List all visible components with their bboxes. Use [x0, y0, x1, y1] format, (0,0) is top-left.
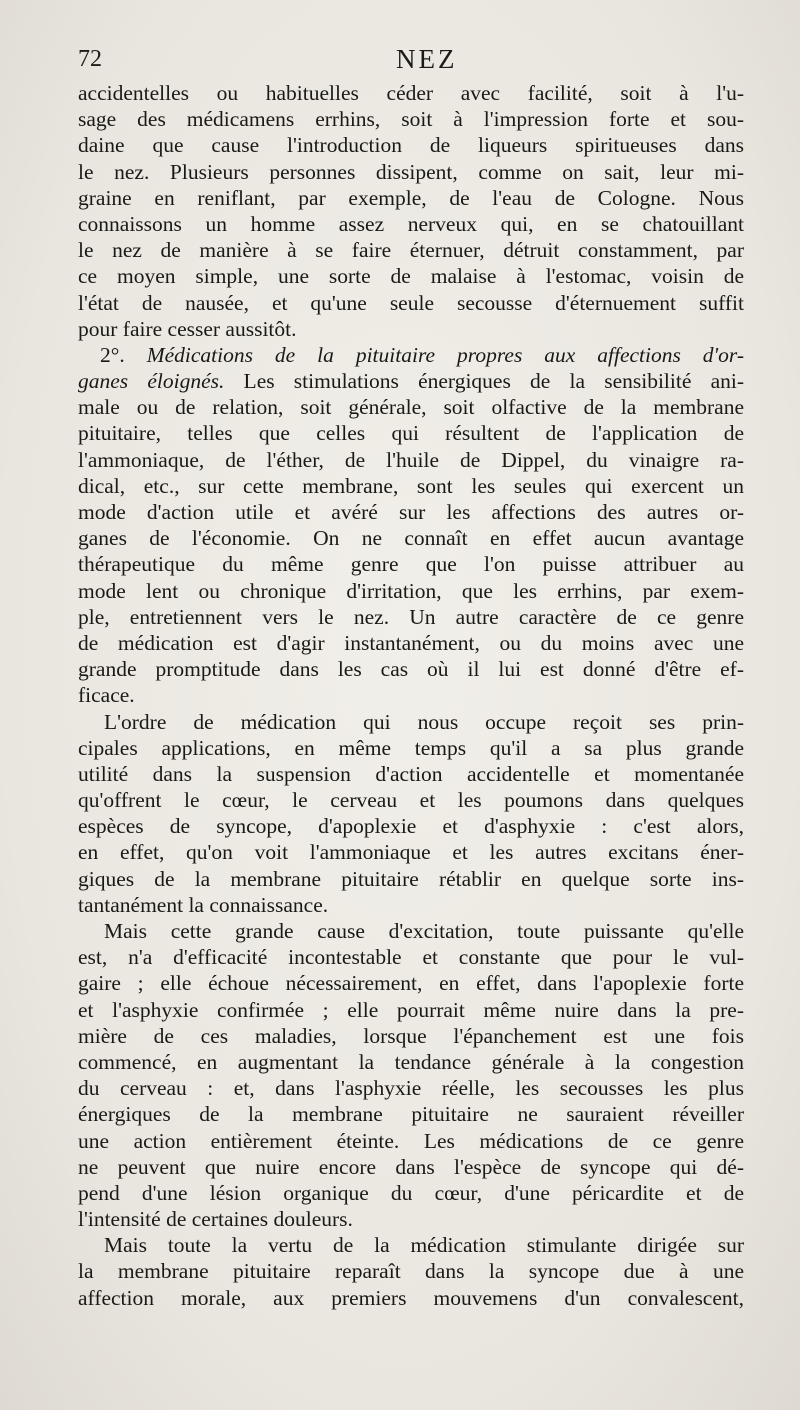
section-number: 2°. [100, 342, 125, 367]
text-line: pend d'une lésion organique du cœur, d'une péricardite et de [78, 1180, 744, 1205]
text-line: male ou de relation, soit générale, soit olfactive de la membrane [78, 395, 744, 420]
text-line: le nez. Plusieurs personnes dissipent, comme on sait, leur mi- [78, 159, 744, 184]
text-line: cipales applications, en même temps qu'il a sa plus grande [78, 735, 744, 760]
paragraph [78, 1232, 744, 1311]
text-line: l'ammoniaque, de l'éther, de l'huile de Dippel, du vinaigre ra- [78, 447, 744, 472]
text-line: mode lent ou chronique d'irritation, que les errhins, par exem- [78, 578, 744, 603]
text-line: affection morale, aux premiers mouvemens d'un convalescent, [78, 1285, 744, 1310]
text-line: mière de ces maladies, lorsque l'épanchement est une fois [78, 1023, 744, 1048]
text-line: de médication est d'agir instantanément, ou du moins avec une [78, 630, 744, 655]
text-line: daine que cause l'introduction de liqueurs spiritueuses dans [78, 133, 744, 158]
text-line: Mais toute la vertu de la médication stimulante dirigée sur [104, 1233, 744, 1258]
text-line: qu'offrent le cœur, le cerveau et les poumons dans quelques [78, 788, 744, 813]
text-line: ganes de l'économie. On ne connaît en effet aucun avantage [78, 526, 744, 551]
body-text [78, 80, 744, 1311]
text-run: Les stimulations énergiques de la sensibilité ani- [224, 369, 744, 394]
text-line: giques de la membrane pituitaire rétablir en quelque sorte ins- [78, 866, 744, 891]
text-line: ple, entretiennent vers le nez. Un autre caractère de ce genre [78, 604, 744, 629]
text-line: mode d'action utile et avéré sur les affections des autres or- [78, 500, 744, 524]
text-line: graine en reniflant, par exemple, de l'eau de Cologne. Nous [78, 185, 744, 210]
text-line: ficace. [78, 683, 135, 708]
page-number: 72 [78, 46, 102, 72]
text-line: ne peuvent que nuire encore dans l'espèce de syncope qui dé- [78, 1154, 744, 1179]
text-line: l'intensité de certaines douleurs. [78, 1207, 353, 1232]
text-line: et l'asphyxie confirmée ; elle pourrait même nuire dans la pre- [78, 997, 744, 1022]
text-line: commencé, en augmentant la tendance générale à la congestion [78, 1049, 744, 1074]
text-line: en effet, qu'on voit l'ammoniaque et les autres excitans éner- [78, 840, 744, 865]
text-line: ce moyen simple, une sorte de malaise à l'estomac, voisin de [78, 264, 744, 289]
text-line: grande promptitude dans les cas où il lui est donné d'être ef- [78, 657, 744, 682]
text-line: énergiques de la membrane pituitaire ne sauraient réveiller [78, 1102, 744, 1127]
running-head: NEZ [396, 44, 458, 74]
section-title: Médications de la pituitaire propres aux affections d'or- [146, 342, 744, 367]
text-line: pituitaire, telles que celles qui résultent de l'application de [78, 421, 744, 446]
paragraph [78, 80, 744, 342]
text-line: connaissons un homme assez nerveux qui, en se chatouillant [78, 211, 744, 236]
text-line: l'état de nausée, et qu'une seule secousse d'éternuement suffit [78, 290, 744, 315]
text-line: pour faire cesser aussitôt. [78, 316, 297, 341]
paragraph [78, 918, 744, 1232]
text-line: Mais cette grande cause d'excitation, toute puissante qu'elle [104, 919, 744, 943]
text-line: la membrane pituitaire reparaît dans la syncope due à une [78, 1259, 744, 1284]
text-line: du cerveau : et, dans l'asphyxie réelle, les secousses les plus [78, 1076, 744, 1101]
text-line: le nez de manière à se faire éternuer, détruit constamment, par [78, 238, 744, 263]
text-line: sage des médicamens errhins, soit à l'impression forte et sou- [78, 107, 744, 132]
text-line: L'ordre de médication qui nous occupe reçoit ses prin- [104, 709, 744, 734]
text-line [78, 368, 744, 394]
text-line: tantanément la connaissance. [78, 892, 329, 917]
paragraph [78, 342, 744, 709]
section-title-continued: ganes éloignés. [78, 369, 225, 394]
text-line: accidentelles ou habituelles céder avec facilité, soit à l'u- [78, 81, 744, 105]
text-line: espèces de syncope, d'apoplexie et d'asphyxie : c'est alors, [78, 814, 744, 839]
text-line: une action entièrement éteinte. Les médications de ce genre [78, 1128, 744, 1153]
page-header [78, 44, 800, 78]
text-line: dical, etc., sur cette membrane, sont les seules qui exercent un [78, 473, 744, 498]
text-line: thérapeutique du même genre que l'on puisse attribuer au [78, 552, 744, 577]
text-line: est, n'a d'efficacité incontestable et constante que pour le vul- [78, 945, 744, 970]
paragraph [78, 709, 744, 919]
text-line: gaire ; elle échoue nécessairement, en effet, dans l'apoplexie forte [78, 971, 744, 996]
section-heading-line [78, 342, 744, 368]
text-line: utilité dans la suspension d'action accidentelle et momentanée [78, 761, 744, 786]
